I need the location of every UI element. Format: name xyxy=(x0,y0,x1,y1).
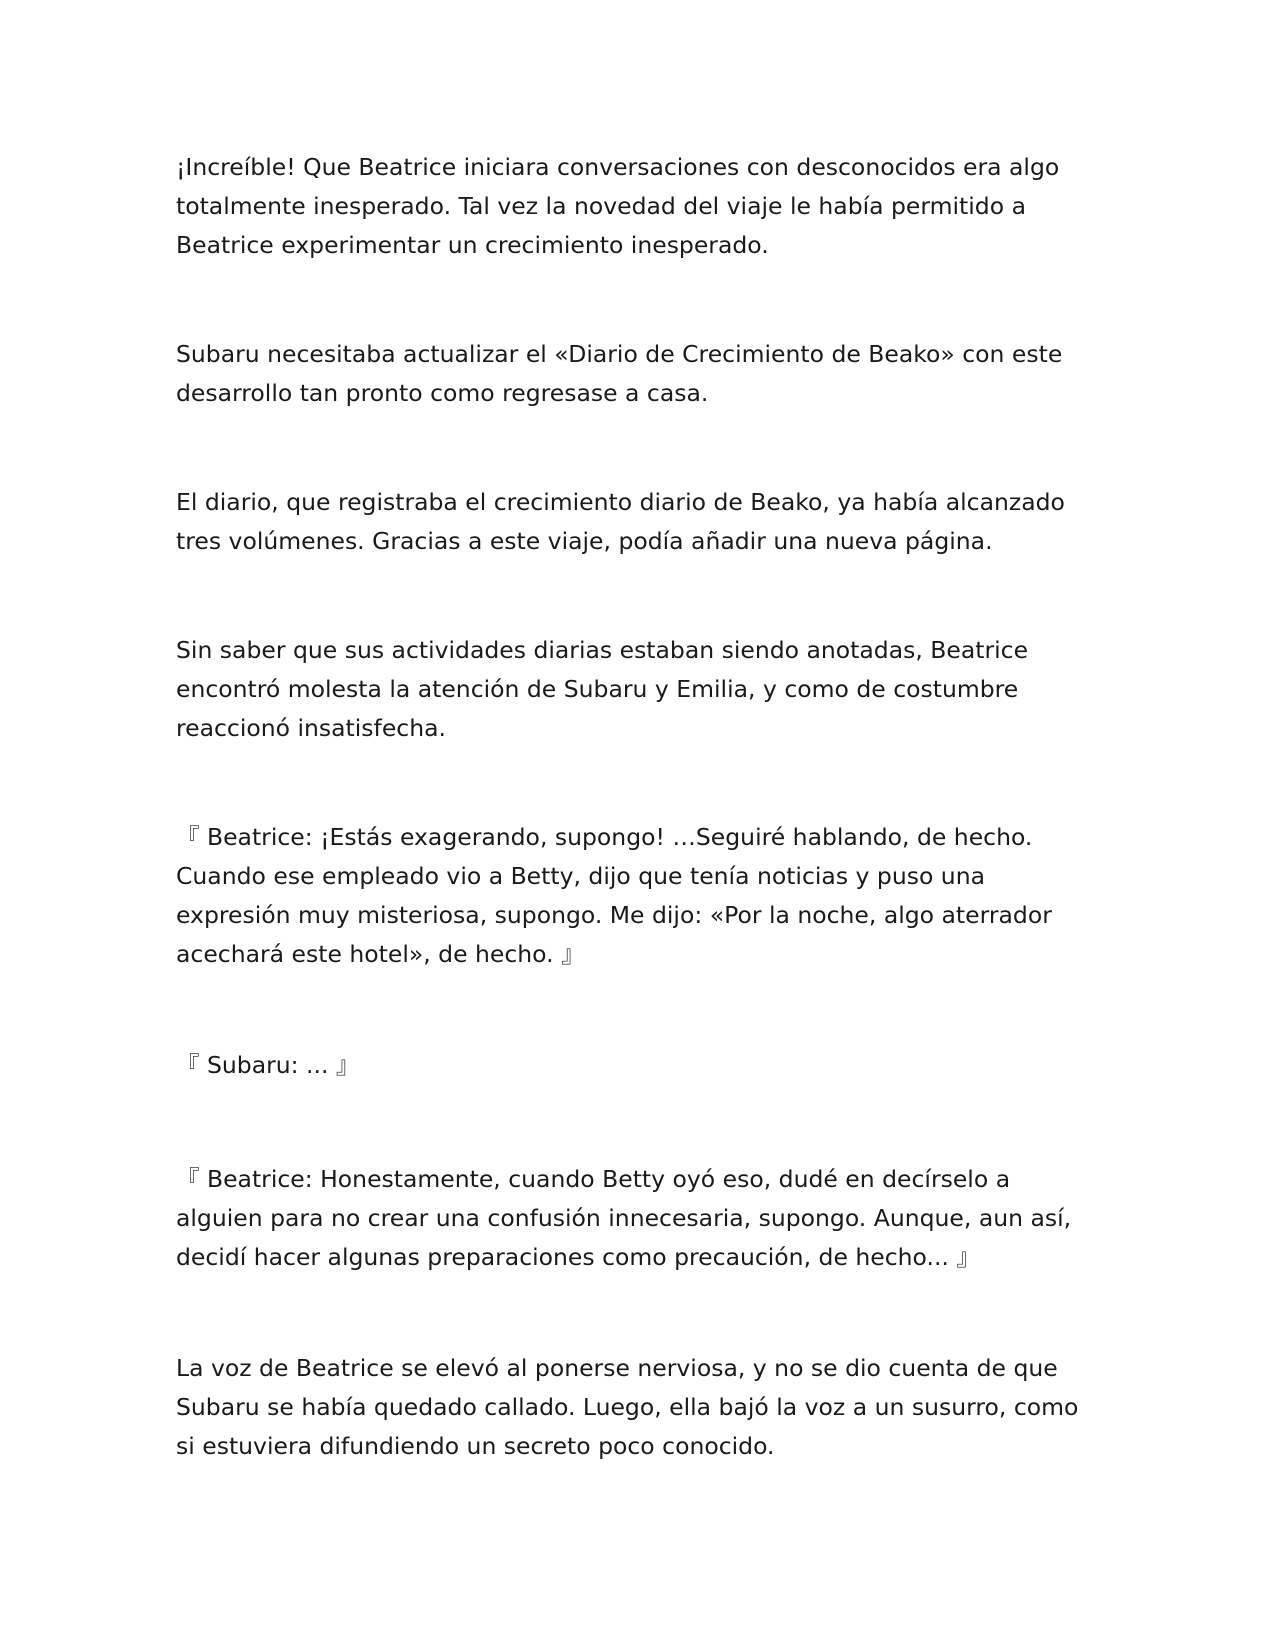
dialogue-subaru xyxy=(176,1046,1096,1085)
paragraph-line: Subaru necesitaba actualizar el «Diario de Crecimiento de Beako» con este xyxy=(176,340,1063,368)
paragraph-line: Sin saber que sus actividades diarias estaban siendo anotadas, Beatrice xyxy=(176,636,1029,664)
paragraph-8 xyxy=(176,1349,1096,1466)
paragraph-line: si estuviera difundiendo un secreto poco conocido. xyxy=(176,1432,775,1460)
dialogue-beatrice-2 xyxy=(176,1160,1096,1277)
dialogue-beatrice-1 xyxy=(176,818,1096,974)
paragraph-1 xyxy=(176,148,1096,265)
paragraph-line: El diario, que registraba el crecimiento diario de Beako, ya había alcanzado xyxy=(176,488,1065,516)
paragraph-line: reaccionó insatisfecha. xyxy=(176,714,446,742)
paragraph-4 xyxy=(176,631,1096,748)
paragraph-line: Subaru se había quedado callado. Luego, ella bajó la voz a un susurro, como xyxy=(176,1393,1079,1421)
paragraph-line: tres volúmenes. Gracias a este viaje, podía añadir una nueva página. xyxy=(176,527,993,555)
paragraph-line: totalmente inesperado. Tal vez la novedad del viaje le había permitido a xyxy=(176,192,1026,220)
paragraph-line: acechará este hotel», de hecho. 』 xyxy=(176,940,585,968)
paragraph-line: ¡Increíble! Que Beatrice iniciara conversaciones con desconocidos era algo xyxy=(176,153,1060,181)
paragraph-line: alguien para no crear una confusión innecesaria, supongo. Aunque, aun así, xyxy=(176,1204,1072,1232)
paragraph-line: La voz de Beatrice se elevó al ponerse nerviosa, y no se dio cuenta de que xyxy=(176,1354,1058,1382)
paragraph-line: 『 Subaru: ... 』 xyxy=(176,1051,360,1079)
paragraph-line: desarrollo tan pronto como regresase a casa. xyxy=(176,379,709,407)
paragraph-line: 『 Beatrice: ¡Estás exagerando, supongo! …Seguiré hablando, de hecho. xyxy=(176,823,1033,851)
paragraph-line: Beatrice experimentar un crecimiento inesperado. xyxy=(176,231,769,259)
paragraph-line: encontró molesta la atención de Subaru y Emilia, y como de costumbre xyxy=(176,675,1019,703)
paragraph-3 xyxy=(176,483,1096,561)
paragraph-line: decidí hacer algunas preparaciones como precaución, de hecho... 』 xyxy=(176,1243,980,1271)
paragraph-line: Cuando ese empleado vio a Betty, dijo que tenía noticias y puso una xyxy=(176,862,985,890)
paragraph-line: expresión muy misteriosa, supongo. Me dijo: «Por la noche, algo aterrador xyxy=(176,901,1052,929)
paragraph-2 xyxy=(176,335,1096,413)
paragraph-line: 『 Beatrice: Honestamente, cuando Betty oyó eso, dudé en decírselo a xyxy=(176,1165,1011,1193)
